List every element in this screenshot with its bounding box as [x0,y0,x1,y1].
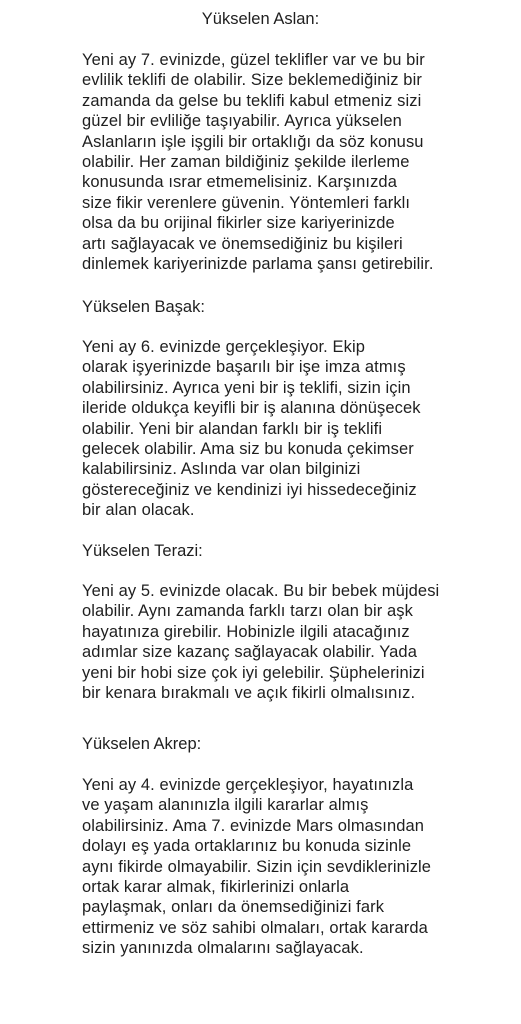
paragraph-line: olabilirsiniz. Ayrıca yeni bir iş teklifi, sizin için [82,378,411,397]
paragraph-line: evlilik teklifi de olabilir. Size beklemediğiniz bir [82,71,422,90]
paragraph-line: olabilir. Yeni bir alandan farklı bir iş teklifi [82,419,383,438]
paragraph-line: Yeni ay 5. evinizde olacak. Bu bir bebek müjdesi [82,582,440,600]
paragraph-line: güzel bir evliliğe taşıyabilir. Ayrıca yükselen [82,112,402,131]
paragraph-line: olsa da bu orijinal fikirler size kariyerinizde [82,214,395,233]
paragraph-line: paylaşmak, onları da önemsediğinizi fark [82,898,385,917]
section-body-akrep [82,775,512,959]
paragraph-line: ileride oldukça keyifli bir iş alanına dönüşecek [82,399,421,418]
section-title-akrep: Yükselen Akrep: [82,735,202,753]
section-body-aslan [82,50,512,274]
paragraph-line: sizin yanınızda olmalarını sağlayacak. [82,939,364,958]
paragraph-line: gelecek olabilir. Ama siz bu konuda çekimser [82,440,414,459]
paragraph-line: ettirmeniz ve söz sahibi olmaları, ortak kararda [82,918,428,937]
paragraph-line: göstereceğiniz ve kendinizi iyi hissedeceğiniz [82,480,417,499]
paragraph-line: ve yaşam alanınızla ilgili kararlar almış [82,796,369,815]
paragraph-line: olarak işyerinizde başarılı bir işe imza atmış [82,358,406,377]
section-title-basak: Yükselen Başak: [82,298,205,316]
section-body-basak [82,337,512,521]
paragraph-line: hayatınıza girebilir. Hobinizle ilgili atacağınız [82,622,410,641]
paragraph-line: olabilirsiniz. Ama 7. evinizde Mars olmasından [82,816,425,835]
paragraph-line: aynı fikirde olmayabilir. Sizin için sevdiklerinizle [82,857,432,876]
paragraph-line: dinlemek kariyerinizde parlama şansı getirebilir. [82,255,434,274]
paragraph-line: zamanda da gelse bu teklifi kabul etmeniz sizi [82,91,422,110]
section-title-aslan: Yükselen Aslan: [201,10,320,28]
paragraph-line: Yeni ay 4. evinizde gerçekleşiyor, hayatınızla [82,776,414,794]
paragraph-line: Yeni ay 6. evinizde gerçekleşiyor. Ekip [82,338,366,356]
paragraph-line: olabilir. Aynı zamanda farklı tarzı olan bir aşk [82,602,413,621]
paragraph-line: Aslanların işle işgili bir ortaklığı da söz konusu [82,132,424,151]
paragraph-line: yeni bir hobi size çok iyi gelebilir. Şüphelerinizi [82,663,425,682]
paragraph-line: kalabilirsiniz. Aslında var olan bilginizi [82,460,361,479]
paragraph-line: bir kenara bırakmalı ve açık fikirli olmalısınız. [82,684,416,703]
paragraph-line: ortak karar almak, fikirlerinizi onlarla [82,878,350,897]
paragraph-line: dolayı eş yada ortaklarınız bu konuda sizinle [82,837,412,856]
paragraph-line: artı sağlayacak ve önemsediğiniz bu kişileri [82,234,403,253]
paragraph-line: size fikir verenlere güvenin. Yöntemleri farklı [82,193,411,212]
section-body-terazi [82,581,512,703]
paragraph-line: bir alan olacak. [82,501,195,520]
paragraph-line: adımlar size kazanç sağlayacak olabilir. Yada [82,643,417,662]
section-title-terazi: Yükselen Terazi: [82,542,203,560]
paragraph-line: konusunda ısrar etmemelisiniz. Karşınızda [82,173,397,192]
paragraph-line: Yeni ay 7. evinizde, güzel teklifler var ve bu bir [82,51,425,69]
paragraph-line: olabilir. Her zaman bildiğiniz şekilde ilerleme [82,153,410,172]
